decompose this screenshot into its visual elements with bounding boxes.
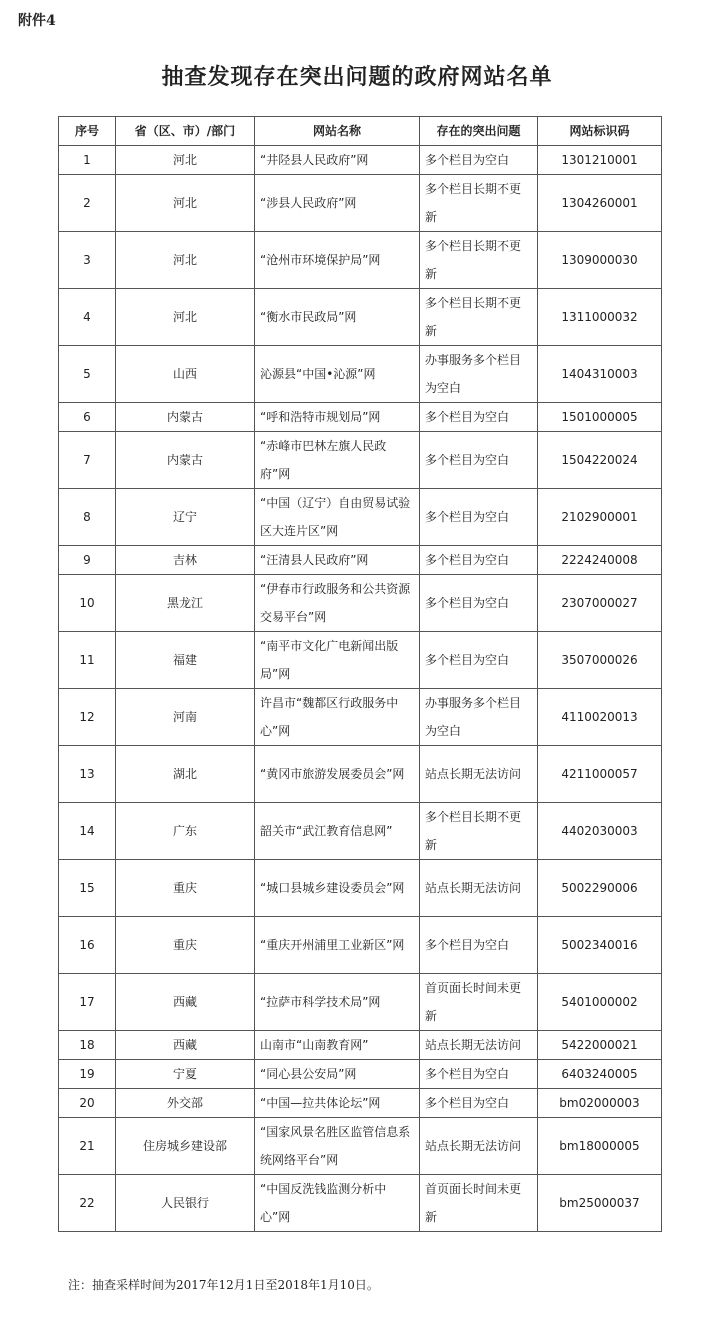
website-list-table: [58, 116, 662, 1232]
row-site-name: “沧州市环境保护局”网: [255, 232, 420, 289]
document-title: 抽查发现存在突出问题的政府网站名单: [161, 64, 553, 90]
row-site-code: 1301210001: [538, 146, 662, 175]
attachment-label: 附件4: [18, 13, 56, 29]
header-site-name: 网站名称: [255, 117, 420, 146]
table-row: [59, 632, 662, 689]
row-number: 15: [59, 860, 116, 917]
row-province: 住房城乡建设部: [116, 1118, 255, 1175]
row-number: 18: [59, 1031, 116, 1060]
row-issue: 首页面长时间未更新: [420, 1175, 538, 1232]
row-site-code: 4211000057: [538, 746, 662, 803]
row-site-name: “拉萨市科学技术局”网: [255, 974, 420, 1031]
row-province: 内蒙古: [116, 403, 255, 432]
row-site-name: “城口县城乡建设委员会”网: [255, 860, 420, 917]
table-row: [59, 175, 662, 232]
row-issue: 多个栏目为空白: [420, 1089, 538, 1118]
row-number: 6: [59, 403, 116, 432]
row-issue: 站点长期无法访问: [420, 1118, 538, 1175]
row-province: 河北: [116, 146, 255, 175]
row-province: 辽宁: [116, 489, 255, 546]
table-row: [59, 146, 662, 175]
row-province: 河北: [116, 289, 255, 346]
row-province: 内蒙古: [116, 432, 255, 489]
row-issue: 多个栏目为空白: [420, 575, 538, 632]
row-site-code: 1304260001: [538, 175, 662, 232]
row-issue: 办事服务多个栏目为空白: [420, 346, 538, 403]
row-number: 3: [59, 232, 116, 289]
row-issue: 多个栏目长期不更新: [420, 175, 538, 232]
row-site-code: 5422000021: [538, 1031, 662, 1060]
row-issue: 多个栏目为空白: [420, 546, 538, 575]
row-site-code: 1404310003: [538, 346, 662, 403]
row-province: 西藏: [116, 1031, 255, 1060]
row-issue: 多个栏目为空白: [420, 146, 538, 175]
row-site-name: “中国—拉共体论坛”网: [255, 1089, 420, 1118]
row-province: 河北: [116, 175, 255, 232]
sampling-note: 注：抽查采样时间为2017年12月1日至2018年1月10日。: [68, 1278, 379, 1292]
row-province: 河南: [116, 689, 255, 746]
header-issue: 存在的突出问题: [420, 117, 538, 146]
header-site-code: 网站标识码: [538, 117, 662, 146]
row-number: 7: [59, 432, 116, 489]
row-site-name: “黄冈市旅游发展委员会”网: [255, 746, 420, 803]
row-site-name: “赤峰市巴林左旗人民政府”网: [255, 432, 420, 489]
row-province: 福建: [116, 632, 255, 689]
table-row: [59, 803, 662, 860]
row-number: 8: [59, 489, 116, 546]
row-issue: 多个栏目长期不更新: [420, 289, 538, 346]
table-row: [59, 1089, 662, 1118]
row-province: 重庆: [116, 860, 255, 917]
table-row: [59, 489, 662, 546]
row-site-name: “国家风景名胜区监管信息系统网络平台”网: [255, 1118, 420, 1175]
row-site-code: 3507000026: [538, 632, 662, 689]
row-province: 山西: [116, 346, 255, 403]
row-number: 5: [59, 346, 116, 403]
row-site-name: 许昌市“魏都区行政服务中心”网: [255, 689, 420, 746]
row-site-code: 1501000005: [538, 403, 662, 432]
row-number: 4: [59, 289, 116, 346]
row-site-code: 5401000002: [538, 974, 662, 1031]
row-province: 吉林: [116, 546, 255, 575]
table-row: [59, 1060, 662, 1089]
row-issue: 多个栏目为空白: [420, 489, 538, 546]
row-number: 16: [59, 917, 116, 974]
row-issue: 多个栏目为空白: [420, 403, 538, 432]
row-site-name: 沁源县“中国•沁源”网: [255, 346, 420, 403]
row-number: 22: [59, 1175, 116, 1232]
row-number: 14: [59, 803, 116, 860]
row-issue: 多个栏目长期不更新: [420, 803, 538, 860]
table-row: [59, 575, 662, 632]
row-site-name: “南平市文化广电新闻出版局”网: [255, 632, 420, 689]
row-site-code: 2102900001: [538, 489, 662, 546]
table-row: [59, 1031, 662, 1060]
row-issue: 多个栏目长期不更新: [420, 232, 538, 289]
table-row: [59, 1175, 662, 1232]
table-row: [59, 289, 662, 346]
row-number: 1: [59, 146, 116, 175]
row-site-name: 山南市“山南教育网”: [255, 1031, 420, 1060]
header-province: 省（区、市）/部门: [116, 117, 255, 146]
row-issue: 多个栏目为空白: [420, 632, 538, 689]
row-site-name: “重庆开州浦里工业新区”网: [255, 917, 420, 974]
row-site-name: “呼和浩特市规划局”网: [255, 403, 420, 432]
table-header-row: [59, 117, 662, 146]
table-row: [59, 689, 662, 746]
row-site-name: 韶关市“武江教育信息网”: [255, 803, 420, 860]
row-number: 10: [59, 575, 116, 632]
row-number: 11: [59, 632, 116, 689]
row-site-code: 6403240005: [538, 1060, 662, 1089]
row-site-code: 5002290006: [538, 860, 662, 917]
row-province: 人民银行: [116, 1175, 255, 1232]
row-province: 宁夏: [116, 1060, 255, 1089]
table-row: [59, 746, 662, 803]
row-site-code: 2224240008: [538, 546, 662, 575]
row-province: 河北: [116, 232, 255, 289]
table-row: [59, 346, 662, 403]
table-row: [59, 232, 662, 289]
row-number: 13: [59, 746, 116, 803]
row-site-code: 5002340016: [538, 917, 662, 974]
row-site-code: 1504220024: [538, 432, 662, 489]
row-site-name: “伊春市行政服务和公共资源交易平台”网: [255, 575, 420, 632]
row-site-code: 4402030003: [538, 803, 662, 860]
row-site-code: bm18000005: [538, 1118, 662, 1175]
row-site-name: “井陉县人民政府”网: [255, 146, 420, 175]
table-row: [59, 974, 662, 1031]
row-site-name: “中国反洗钱监测分析中心”网: [255, 1175, 420, 1232]
table-row: [59, 1118, 662, 1175]
row-site-name: “涉县人民政府”网: [255, 175, 420, 232]
row-site-code: 1309000030: [538, 232, 662, 289]
header-no: 序号: [59, 117, 116, 146]
row-province: 外交部: [116, 1089, 255, 1118]
row-number: 2: [59, 175, 116, 232]
row-province: 湖北: [116, 746, 255, 803]
table-row: [59, 432, 662, 489]
row-province: 广东: [116, 803, 255, 860]
row-number: 9: [59, 546, 116, 575]
row-issue: 站点长期无法访问: [420, 746, 538, 803]
table-row: [59, 860, 662, 917]
row-issue: 多个栏目为空白: [420, 432, 538, 489]
row-number: 20: [59, 1089, 116, 1118]
row-number: 12: [59, 689, 116, 746]
row-site-code: bm25000037: [538, 1175, 662, 1232]
row-issue: 多个栏目为空白: [420, 917, 538, 974]
row-province: 重庆: [116, 917, 255, 974]
row-site-name: “衡水市民政局”网: [255, 289, 420, 346]
row-issue: 多个栏目为空白: [420, 1060, 538, 1089]
row-issue: 站点长期无法访问: [420, 1031, 538, 1060]
row-province: 黑龙江: [116, 575, 255, 632]
row-number: 21: [59, 1118, 116, 1175]
row-site-name: “同心县公安局”网: [255, 1060, 420, 1089]
row-number: 19: [59, 1060, 116, 1089]
table-row: [59, 546, 662, 575]
row-site-code: bm02000003: [538, 1089, 662, 1118]
table-row: [59, 403, 662, 432]
row-site-name: “汪清县人民政府”网: [255, 546, 420, 575]
row-number: 17: [59, 974, 116, 1031]
row-issue: 办事服务多个栏目为空白: [420, 689, 538, 746]
table-row: [59, 917, 662, 974]
row-site-name: “中国（辽宁）自由贸易试验区大连片区”网: [255, 489, 420, 546]
row-issue: 首页面长时间未更新: [420, 974, 538, 1031]
row-site-code: 1311000032: [538, 289, 662, 346]
row-site-code: 4110020013: [538, 689, 662, 746]
row-province: 西藏: [116, 974, 255, 1031]
row-site-code: 2307000027: [538, 575, 662, 632]
row-issue: 站点长期无法访问: [420, 860, 538, 917]
